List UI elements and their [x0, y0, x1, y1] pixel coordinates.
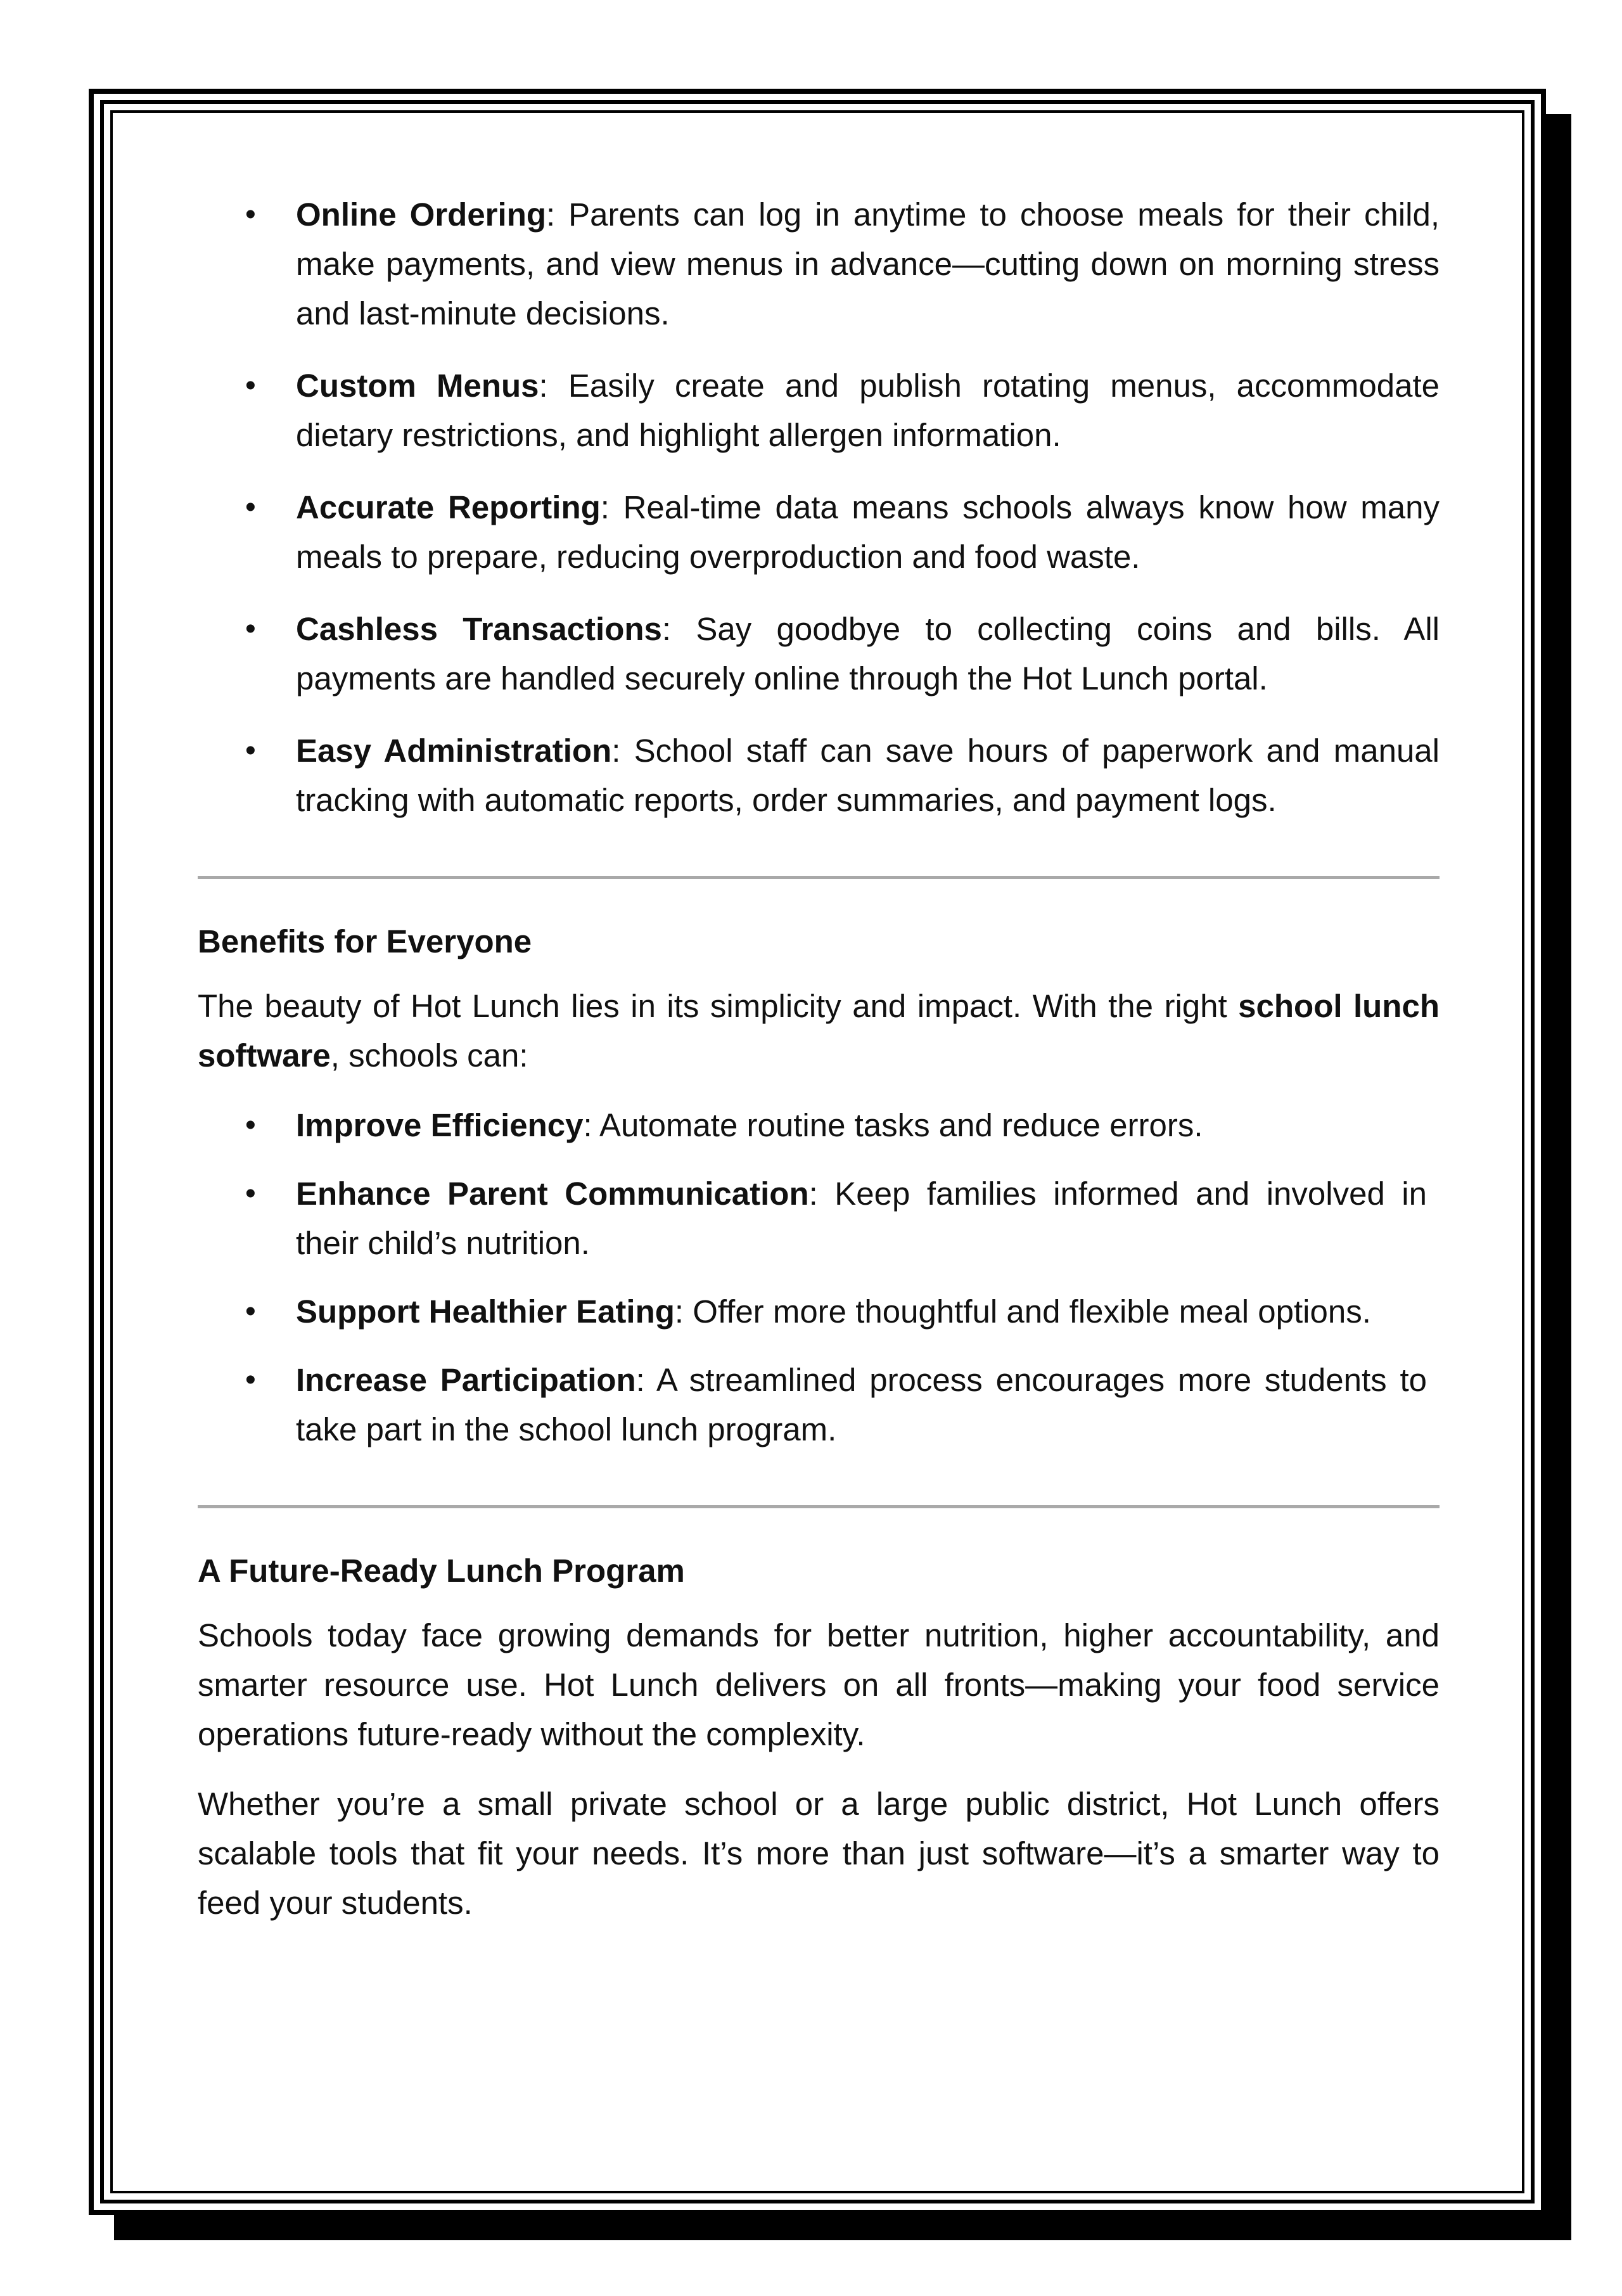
list-item-text [296, 726, 1440, 825]
intro-text: The beauty of Hot Lunch lies in its simplicity and impact. With the right [198, 988, 1239, 1024]
intro-text-end: , schools can: [330, 1037, 528, 1074]
list-item [198, 1287, 1427, 1337]
list-item-description: : Keep families informed and involved in their child’s nutrition. [296, 1176, 1427, 1261]
list-item [198, 361, 1440, 460]
section-divider [198, 1505, 1440, 1508]
list-item-text [296, 1101, 1427, 1150]
paragraph: Schools today face growing demands for better nutrition, higher accountability, and smarter resource use. Hot Lunch delivers on all fronts—making your food service operations future-ready without the complexity. [198, 1617, 1440, 1752]
list-item-term: Support Healthier Eating [296, 1293, 675, 1330]
future-section [198, 1546, 1440, 1928]
list-item-term: Custom Menus [296, 368, 539, 404]
paragraph: Whether you’re a small private school or a large public district, Hot Lunch offers scalable tools that fit your needs. It’s more than just software—it’s a smarter way to feed your students. [198, 1786, 1440, 1921]
features-section [198, 190, 1440, 825]
benefits-section [198, 917, 1440, 1454]
bullet-icon: • [245, 369, 256, 402]
list-item-description: : Real-time data means schools always know how many meals to prepare, reducing overproduction and food waste. [296, 489, 1440, 575]
list-item-text [296, 361, 1440, 460]
bullet-icon: • [245, 612, 256, 646]
list-item-text [296, 1169, 1427, 1268]
list-item-text [296, 605, 1440, 703]
intro-emphasis: school lunch software [198, 988, 1440, 1074]
list-item-text [296, 1287, 1427, 1337]
list-item [198, 605, 1440, 703]
list-item-description: : School staff can save hours of paperwork and manual tracking with automatic reports, order summaries, and payment logs. [296, 733, 1440, 818]
section-divider [198, 876, 1440, 879]
list-item-text [296, 190, 1440, 338]
bullet-icon: • [245, 1295, 256, 1328]
list-item-text [296, 1356, 1427, 1454]
benefits-list [198, 1101, 1440, 1454]
list-item-term: Easy Administration [296, 733, 612, 769]
list-item-term: Enhance Parent Communication [296, 1176, 809, 1212]
bullet-icon: • [245, 491, 256, 524]
list-item-term: Cashless Transactions [296, 611, 662, 647]
list-item-description: : A streamlined process encourages more students to take part in the school lunch program. [296, 1362, 1427, 1447]
list-item-description: : Parents can log in anytime to choose meals for their child, make payments, and view menus in advance—cutting down on morning stress and last-minute decisions. [296, 196, 1440, 331]
list-item [198, 483, 1440, 582]
document-content [198, 190, 1440, 1948]
list-item-term: Accurate Reporting [296, 489, 601, 525]
list-item-text [296, 483, 1440, 582]
bullet-icon: • [245, 1177, 256, 1210]
bullet-icon: • [245, 1108, 256, 1142]
list-item-term: Increase Participation [296, 1362, 636, 1398]
list-item [198, 726, 1440, 825]
list-item [198, 1101, 1427, 1150]
list-item-description: : Say goodbye to collecting coins and bills. All payments are handled securely online through the Hot Lunch portal. [296, 611, 1440, 696]
bullet-icon: • [245, 734, 256, 767]
list-item-term: Online Ordering [296, 196, 547, 233]
section-intro [198, 982, 1440, 1081]
section-heading: Benefits for Everyone [198, 923, 532, 959]
list-item [198, 1169, 1427, 1268]
list-item-description: : Automate routine tasks and reduce errors. [583, 1107, 1203, 1143]
list-item [198, 190, 1440, 338]
section-heading: A Future-Ready Lunch Program [198, 1553, 685, 1589]
bullet-icon: • [245, 198, 256, 231]
list-item [198, 1356, 1427, 1454]
features-list [198, 190, 1440, 825]
list-item-term: Improve Efficiency [296, 1107, 584, 1143]
bullet-icon: • [245, 1363, 256, 1397]
list-item-description: : Easily create and publish rotating menus, accommodate dietary restrictions, and highlight allergen information. [296, 368, 1440, 453]
list-item-description: : Offer more thoughtful and flexible meal options. [674, 1293, 1371, 1330]
